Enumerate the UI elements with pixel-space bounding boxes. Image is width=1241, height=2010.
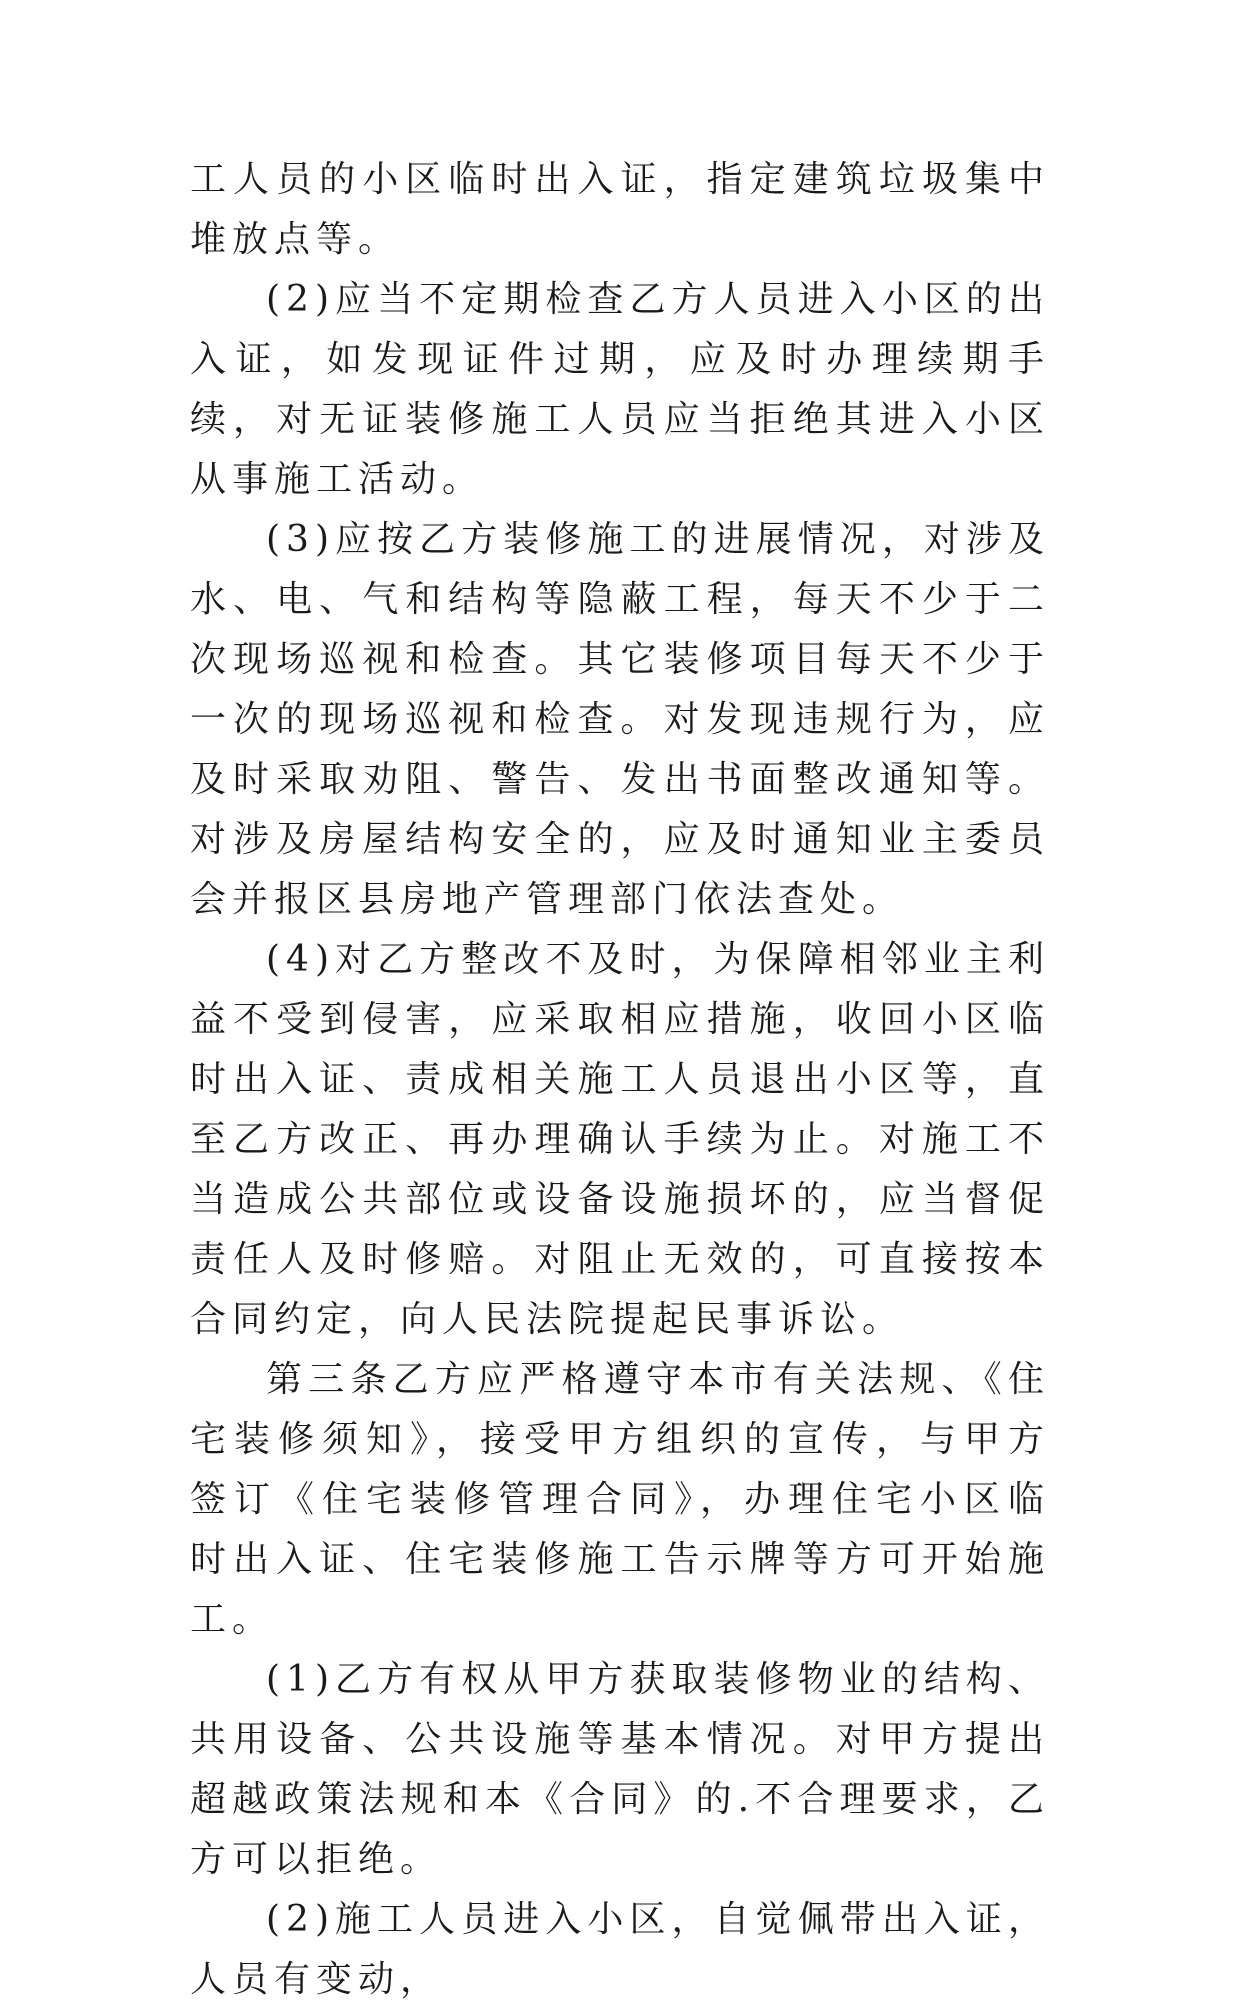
paragraph-item-2-pass: (2)施工人员进入小区，自觉佩带出入证，人员有变动， <box>190 1899 1050 2000</box>
paragraph-item-1-rights: (1)乙方有权从甲方获取装修物业的结构、共用设备、公共设施等基本情况。对甲方提出超越政策法规和本《合同》的.不合理要求，乙方可以拒绝。 <box>190 1659 1050 1880</box>
paragraph-item-4-rectification: (4)对乙方整改不及时，为保障相邻业主利益不受到侵害，应采取相应措施，收回小区临时出入证、责成相关施工人员退出小区等，直至乙方改正、再办理确认手续为止。对施工不当造成公共部位或设备设施损坏的，应当督促责任人及时修赔。对阻止无效的，可直接按本合同约定，向人民法院提起民事诉讼。 <box>190 939 1050 1340</box>
paragraph-item-2-inspection: (2)应当不定期检查乙方人员进入小区的出入证，如发现证件过期，应及时办理续期手续，对无证装修施工人员应当拒绝其进入小区从事施工活动。 <box>190 279 1050 500</box>
paragraph-article-3: 第三条乙方应严格遵守本市有关法规、《住宅装修须知》，接受甲方组织的宣传，与甲方签订《住宅装修管理合同》，办理住宅小区临时出入证、住宅装修施工告示牌等方可开始施工。 <box>190 1359 1050 1640</box>
document-body <box>190 150 1050 2010</box>
paragraph-item-3-patrol: (3)应按乙方装修施工的进展情况，对涉及水、电、气和结构等隐蔽工程，每天不少于二次现场巡视和检查。其它装修项目每天不少于一次的现场巡视和检查。对发现违规行为，应及时采取劝阻、警告、发出书面整改通知等。对涉及房屋结构安全的，应及时通知业主委员会并报区县房地产管理部门依法查处。 <box>190 519 1050 920</box>
paragraph-continuation: 工人员的小区临时出入证，指定建筑垃圾集中堆放点等。 <box>190 159 1050 260</box>
